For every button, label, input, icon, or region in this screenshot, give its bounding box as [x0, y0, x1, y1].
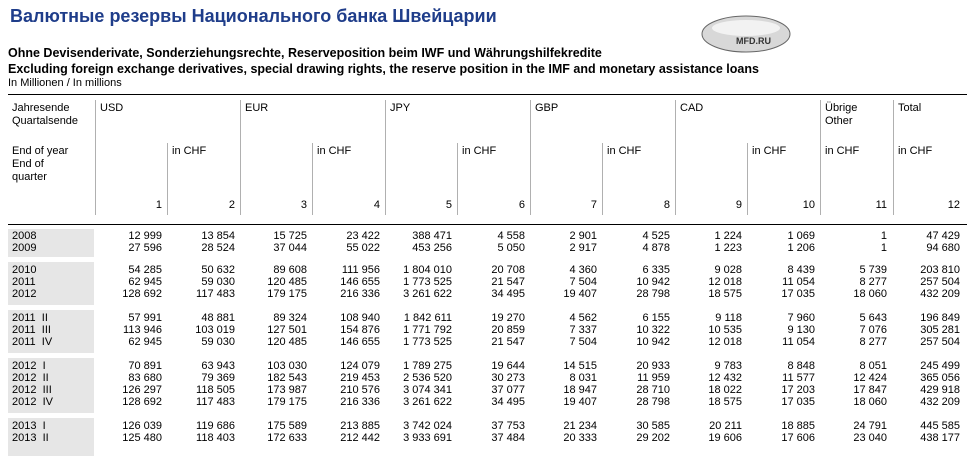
table-row	[0, 324, 977, 336]
table-cell: 37 753	[491, 420, 525, 432]
table-cell: 62 945	[128, 336, 162, 348]
table-cell: 23 422	[346, 230, 380, 242]
table-cell: 103 030	[267, 360, 307, 372]
table-cell: 12 424	[853, 372, 887, 384]
header-period-en: End of year End of quarter	[12, 145, 69, 183]
table-cell: 11 959	[637, 372, 670, 384]
table-cell: 126 297	[122, 384, 162, 396]
table-cell: 365 056	[920, 372, 960, 384]
table-cell: 18 060	[853, 288, 887, 300]
col-separator	[893, 100, 894, 215]
table-cell: 124 079	[340, 360, 380, 372]
header-cad-in-chf: in CHF	[752, 145, 787, 157]
table-cell: 19 644	[491, 360, 525, 372]
table-cell: 9 118	[715, 312, 742, 324]
table-cell: 3 074 341	[403, 384, 452, 396]
subtitle-english: Excluding foreign exchange derivatives, special drawing rights, the reserve position in the IMF and monetary assistance loans	[8, 62, 759, 76]
table-cell: 21 547	[491, 336, 525, 348]
table-cell: 28 524	[201, 242, 235, 254]
column-number: 9	[735, 199, 742, 211]
table-cell: 219 453	[340, 372, 380, 384]
header-eur: EUR	[245, 102, 269, 114]
table-cell: 3 742 024	[403, 420, 452, 432]
col-separator	[95, 100, 96, 215]
table-cell: 154 876	[340, 324, 380, 336]
table-cell: 5 643	[859, 312, 887, 324]
table-cell: 432 209	[920, 396, 960, 408]
table-cell: 1 804 010	[403, 264, 452, 276]
table-cell: 20 933	[636, 360, 670, 372]
table-cell: 8 031	[569, 372, 597, 384]
table-row	[0, 372, 977, 384]
table-cell: 11 054	[782, 276, 815, 288]
table-cell: 196 849	[920, 312, 960, 324]
table-cell: 21 234	[563, 420, 597, 432]
table-cell: 432 209	[920, 288, 960, 300]
table-cell: 23 040	[853, 432, 887, 444]
table-cell: 1 773 525	[403, 336, 452, 348]
column-number: 10	[802, 199, 815, 211]
table-row	[0, 420, 977, 432]
table-cell: 210 576	[340, 384, 380, 396]
table-row	[0, 432, 977, 444]
table-cell: 6 335	[642, 264, 670, 276]
row-period-label: 2009	[12, 242, 37, 254]
table-cell: 19 606	[708, 432, 742, 444]
table-cell: 20 859	[491, 324, 525, 336]
table-cell: 1	[880, 242, 887, 254]
table-row	[0, 384, 977, 396]
table-cell: 111 956	[341, 264, 380, 276]
table-cell: 118 403	[196, 432, 235, 444]
table-cell: 17 035	[781, 288, 815, 300]
table-cell: 30 273	[491, 372, 525, 384]
table-cell: 37 484	[491, 432, 525, 444]
column-number: 8	[663, 199, 670, 211]
table-cell: 179 175	[267, 288, 307, 300]
col-separator	[820, 100, 821, 215]
col-separator	[530, 100, 531, 215]
column-number: 5	[445, 199, 452, 211]
row-period-label: 2011 IV	[12, 336, 53, 348]
table-cell: 14 515	[563, 360, 597, 372]
table-cell: 28 798	[636, 396, 670, 408]
table-cell: 6 155	[642, 312, 670, 324]
table-cell: 12 018	[708, 276, 742, 288]
row-period-label: 2012 III	[12, 384, 52, 396]
table-cell: 10 322	[636, 324, 670, 336]
table-cell: 59 030	[201, 276, 235, 288]
table-cell: 1 224	[714, 230, 742, 242]
table-cell: 429 918	[920, 384, 960, 396]
header-gbp: GBP	[535, 102, 559, 114]
table-cell: 50 632	[201, 264, 235, 276]
table-cell: 4 360	[569, 264, 597, 276]
header-gbp-in-chf: in CHF	[607, 145, 642, 157]
table-cell: 47 429	[926, 230, 960, 242]
table-cell: 182 543	[267, 372, 307, 384]
group-gap	[8, 413, 967, 418]
table-cell: 21 547	[491, 276, 525, 288]
table-cell: 216 336	[340, 396, 380, 408]
table-cell: 2 917	[569, 242, 597, 254]
column-number: 11	[875, 199, 887, 211]
table-cell: 18 575	[708, 288, 742, 300]
row-period-label: 2012	[12, 288, 37, 300]
table-cell: 128 692	[122, 288, 162, 300]
table-cell: 146 655	[340, 336, 380, 348]
table-cell: 1 223	[714, 242, 742, 254]
table-cell: 7 076	[859, 324, 887, 336]
header-cad: CAD	[680, 102, 704, 114]
table-cell: 4 525	[642, 230, 670, 242]
column-number: 7	[590, 199, 597, 211]
table-cell: 117 483	[196, 288, 235, 300]
table-cell: 5 739	[859, 264, 887, 276]
table-top-rule	[8, 94, 967, 95]
table-cell: 94 680	[926, 242, 960, 254]
table-cell: 28 798	[636, 288, 670, 300]
table-cell: 30 585	[636, 420, 670, 432]
col-separator	[675, 100, 676, 215]
table-cell: 453 256	[412, 242, 452, 254]
table-cell: 8 848	[787, 360, 815, 372]
table-cell: 13 854	[201, 230, 235, 242]
subtitle-german: Ohne Devisenderivate, Sonderziehungsrechte, Reserveposition beim IWF und Währungshilfekredite	[8, 46, 602, 60]
table-cell: 54 285	[128, 264, 162, 276]
table-cell: 70 891	[128, 360, 162, 372]
table-cell: 1	[880, 230, 887, 242]
table-cell: 117 483	[196, 396, 235, 408]
table-cell: 7 960	[787, 312, 815, 324]
table-cell: 7 504	[569, 276, 597, 288]
table-cell: 445 585	[920, 420, 960, 432]
table-cell: 388 471	[412, 230, 452, 242]
table-cell: 10 942	[636, 276, 670, 288]
table-cell: 3 261 622	[403, 288, 452, 300]
table-cell: 17 606	[781, 432, 815, 444]
table-cell: 12 018	[708, 336, 742, 348]
table-cell: 4 878	[642, 242, 670, 254]
row-period-label: 2011 II	[12, 312, 48, 324]
table-cell: 79 369	[201, 372, 235, 384]
table-cell: 257 504	[920, 276, 960, 288]
table-cell: 119 686	[196, 420, 235, 432]
table-cell: 55 022	[346, 242, 380, 254]
row-period-label: 2012 II	[12, 372, 49, 384]
table-cell: 37 044	[273, 242, 307, 254]
table-cell: 20 211	[709, 420, 742, 432]
table-cell: 120 485	[267, 276, 307, 288]
table-cell: 18 060	[853, 396, 887, 408]
table-cell: 19 407	[563, 288, 597, 300]
table-cell: 305 281	[920, 324, 960, 336]
table-cell: 1 842 611	[403, 312, 452, 324]
table-cell: 19 270	[491, 312, 525, 324]
table-cell: 108 940	[340, 312, 380, 324]
table-cell: 175 589	[267, 420, 307, 432]
row-period-label: 2010	[12, 264, 37, 276]
table-cell: 2 901	[569, 230, 597, 242]
table-row	[0, 288, 977, 300]
row-period-label: 2013 II	[12, 432, 49, 444]
col-separator	[747, 143, 748, 215]
page-title: Валютные резервы Национального банка Швейцарии	[10, 6, 497, 26]
table-cell: 24 791	[853, 420, 887, 432]
table-cell: 8 277	[859, 336, 887, 348]
table-cell: 127 501	[267, 324, 307, 336]
table-cell: 10 942	[636, 336, 670, 348]
table-cell: 20 333	[563, 432, 597, 444]
column-number: 2	[228, 199, 235, 211]
group-gap	[8, 257, 967, 262]
table-cell: 7 337	[569, 324, 597, 336]
header-usd-in-chf: in CHF	[172, 145, 207, 157]
column-number: 1	[155, 199, 162, 211]
group-gap	[8, 353, 967, 358]
col-separator	[312, 143, 313, 215]
table-cell: 438 177	[920, 432, 960, 444]
table-cell: 245 499	[920, 360, 960, 372]
table-cell: 120 485	[267, 336, 307, 348]
table-cell: 203 810	[920, 264, 960, 276]
header-total-in-chf: in CHF	[898, 145, 933, 157]
row-period-label: 2012 I	[12, 360, 46, 372]
col-separator	[602, 143, 603, 215]
row-period-label: 2011 III	[12, 324, 51, 336]
table-cell: 19 407	[563, 396, 597, 408]
table-cell: 18 575	[708, 396, 742, 408]
table-cell: 18 947	[563, 384, 597, 396]
table-cell: 1 771 792	[403, 324, 452, 336]
table-cell: 257 504	[920, 336, 960, 348]
table-cell: 128 692	[122, 396, 162, 408]
table-cell: 126 039	[122, 420, 162, 432]
row-period-label: 2008	[12, 230, 37, 242]
table-cell: 48 881	[201, 312, 235, 324]
table-cell: 20 708	[491, 264, 525, 276]
table-cell: 17 847	[853, 384, 887, 396]
header-other: Übrige Other	[825, 102, 858, 127]
header-eur-in-chf: in CHF	[317, 145, 352, 157]
table-cell: 3 261 622	[403, 396, 452, 408]
table-cell: 4 562	[569, 312, 597, 324]
table-cell: 12 432	[708, 372, 742, 384]
table-cell: 9 783	[714, 360, 742, 372]
table-header-rule	[8, 224, 967, 225]
table-cell: 1 773 525	[403, 276, 452, 288]
table-cell: 15 725	[273, 230, 307, 242]
table-cell: 9 130	[787, 324, 815, 336]
table-cell: 8 439	[787, 264, 815, 276]
row-period-label: 2011	[12, 276, 36, 288]
table-cell: 34 495	[491, 396, 525, 408]
table-cell: 8 277	[859, 276, 887, 288]
table-cell: 18 022	[708, 384, 742, 396]
table-cell: 179 175	[267, 396, 307, 408]
table-cell: 11 577	[782, 372, 815, 384]
header-period-de: Jahresende Quartalsende	[12, 102, 79, 127]
table-cell: 89 324	[273, 312, 307, 324]
table-cell: 17 035	[781, 396, 815, 408]
column-number: 12	[947, 199, 960, 211]
col-separator	[167, 143, 168, 215]
table-cell: 7 504	[569, 336, 597, 348]
table-cell: 12 999	[128, 230, 162, 242]
col-separator	[457, 143, 458, 215]
table-cell: 172 633	[267, 432, 307, 444]
header-usd: USD	[100, 102, 124, 114]
table-cell: 63 943	[201, 360, 235, 372]
table-row	[0, 396, 977, 408]
table-cell: 17 203	[781, 384, 815, 396]
table-cell: 1 206	[787, 242, 815, 254]
table-cell: 3 933 691	[403, 432, 452, 444]
table-cell: 10 535	[708, 324, 742, 336]
table-cell: 118 505	[196, 384, 235, 396]
site-logo	[700, 14, 792, 54]
table-row	[0, 230, 977, 242]
table-cell: 1 789 275	[403, 360, 452, 372]
column-number: 3	[300, 199, 307, 211]
table-cell: 8 051	[859, 360, 887, 372]
table-row	[0, 312, 977, 324]
table-cell: 29 202	[636, 432, 670, 444]
table-cell: 212 442	[340, 432, 380, 444]
table-cell: 59 030	[201, 336, 235, 348]
col-separator	[240, 100, 241, 215]
table-cell: 27 596	[128, 242, 162, 254]
header-total: Total	[898, 102, 922, 114]
table-cell: 57 991	[128, 312, 162, 324]
table-cell: 213 885	[340, 420, 380, 432]
table-cell: 113 946	[123, 324, 162, 336]
header-jpy: JPY	[390, 102, 411, 114]
table-cell: 18 885	[781, 420, 815, 432]
table-row	[0, 264, 977, 276]
table-cell: 83 680	[128, 372, 162, 384]
table-row	[0, 336, 977, 348]
column-number: 4	[373, 199, 380, 211]
table-cell: 146 655	[340, 276, 380, 288]
table-cell: 37 077	[491, 384, 525, 396]
table-cell: 62 945	[128, 276, 162, 288]
column-number: 6	[518, 199, 525, 211]
table-cell: 125 480	[122, 432, 162, 444]
table-row	[0, 276, 977, 288]
table-cell: 89 608	[273, 264, 307, 276]
group-gap	[8, 305, 967, 310]
table-cell: 103 019	[195, 324, 235, 336]
table-cell: 173 987	[267, 384, 307, 396]
row-period-label: 2012 IV	[12, 396, 53, 408]
table-cell: 34 495	[491, 288, 525, 300]
table-cell: 2 536 520	[403, 372, 452, 384]
table-cell: 4 558	[497, 230, 525, 242]
table-cell: 5 050	[497, 242, 525, 254]
table-row	[0, 360, 977, 372]
col-separator	[385, 100, 386, 215]
units-note: In Millionen / In millions	[8, 77, 122, 89]
table-cell: 28 710	[636, 384, 670, 396]
table-cell: 9 028	[714, 264, 742, 276]
row-period-label: 2013 I	[12, 420, 46, 432]
table-cell: 1 069	[787, 230, 815, 242]
header-other-in-chf: in CHF	[825, 145, 860, 157]
logo-text: MFD.RU	[736, 36, 771, 46]
table-cell: 11 054	[782, 336, 815, 348]
table-row	[0, 242, 977, 254]
header-jpy-in-chf: in CHF	[462, 145, 497, 157]
table-cell: 216 336	[340, 288, 380, 300]
